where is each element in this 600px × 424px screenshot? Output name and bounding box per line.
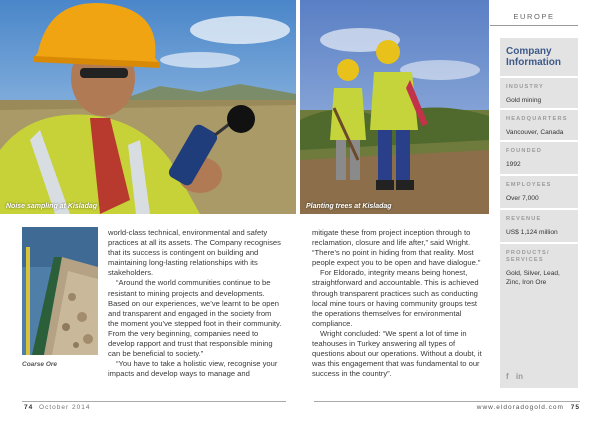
footer-left xyxy=(24,404,90,411)
sidebar-item-label: EMPLOYEES xyxy=(506,182,552,188)
photo-noise-sampling xyxy=(0,0,296,214)
column1-paragraph: world-class technical, environmental and safety practices at all its assets. The Company recognises that its success is contingent on building and maintaining long-lasting relationships with its stakeholders. xyxy=(108,228,281,278)
footer-rule-right xyxy=(314,401,580,402)
company-info-sidebar xyxy=(500,38,578,388)
column1-paragraph: “Around the world communities continue to be resistant to mining projects and developments. Based on our experiences, we’ve learnt to be open and transparent and engaged in the society from the moment you’ve stepped foot in their community. From the very beginning, companies need to develop rapport and trust that responsible mining can be beneficial to society.” xyxy=(108,278,282,359)
column2-paragraph: mitigate these from project inception through to reclamation, closure and life after,” said Wright. “There’s no point in hiding from that reality. Most people expect you to be open and have dialogue.” xyxy=(312,228,481,268)
region-label: EUROPE xyxy=(490,8,578,26)
column2-paragraph: Wright concluded: “We spent a lot of time in teahouses in Turkey answering all types of questions about our operations. Without a doubt, it was this engagement that was fundamental to our success in the country”. xyxy=(312,328,482,379)
sidebar-item-industry xyxy=(500,76,578,108)
ore-caption: Coarse Ore xyxy=(22,361,58,368)
sidebar-title: Company Information xyxy=(506,46,561,68)
sidebar-item-value: Over 7,000 xyxy=(506,195,539,202)
column2-paragraph: For Eldorado, integrity means being honest, straightforward and accountable. This is achieved through transparent practices such as conducting local mine tours or having community groups test the operations themselves for environmental compliance. xyxy=(312,268,479,328)
footer-right xyxy=(420,404,580,411)
social-links xyxy=(506,372,528,381)
website-url[interactable]: www.eldoradogold.com xyxy=(476,404,564,411)
photo-caption-planting: Planting trees at Kisladag xyxy=(306,203,392,210)
column1-paragraph: “You have to take a holistic view, recognise your impacts and develop ways to manage and xyxy=(108,359,278,379)
sidebar-item-founded xyxy=(500,140,578,172)
sidebar-item-headquarters xyxy=(500,108,578,140)
article-column-1 xyxy=(108,228,284,379)
page-number-right: 75 xyxy=(570,404,580,411)
sidebar-item-label: INDUSTRY xyxy=(506,84,544,90)
linkedin-icon[interactable]: in xyxy=(515,372,524,381)
sidebar-item-value: Gold mining xyxy=(506,97,542,104)
sidebar-item-value: Vancouver, Canada xyxy=(506,129,564,136)
sidebar-item-label: PRODUCTS/ SERVICES xyxy=(506,250,550,263)
page-number-left: 74 xyxy=(24,404,34,411)
photo-planting-trees xyxy=(300,0,489,214)
sidebar-item-products xyxy=(500,242,578,302)
sidebar-item-label: REVENUE xyxy=(506,216,542,222)
photo-coarse-ore xyxy=(22,227,98,355)
footer-rule-left xyxy=(22,401,286,402)
sidebar-item-value: Gold, Silver, Lead, Zinc, Iron Ore xyxy=(506,270,560,286)
facebook-icon[interactable]: f xyxy=(506,372,509,381)
sidebar-item-label: FOUNDED xyxy=(506,148,543,154)
issue-date: October 2014 xyxy=(39,404,91,411)
photo-caption-noise: Noise sampling at Kisladag xyxy=(6,203,98,210)
sidebar-item-label: HEADQUARTERS xyxy=(506,116,568,122)
sidebar-item-employees xyxy=(500,174,578,206)
sidebar-item-value: 1992 xyxy=(506,161,521,168)
sidebar-item-revenue xyxy=(500,208,578,240)
article-column-2 xyxy=(312,228,488,379)
sidebar-item-value: US$ 1,124 million xyxy=(506,229,558,236)
